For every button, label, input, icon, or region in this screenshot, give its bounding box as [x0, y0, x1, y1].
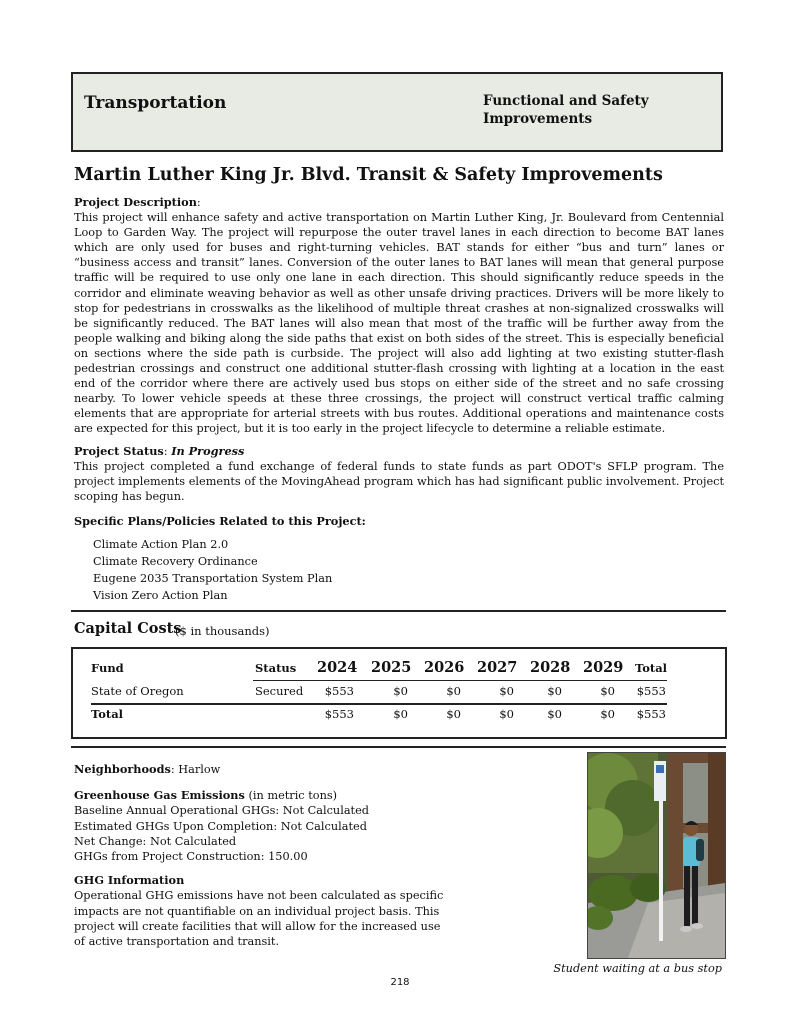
total-total: $553 [636, 707, 666, 721]
capital-costs-title: Capital Costs [74, 620, 182, 637]
ghg-line: Net Change: Not Calculated [74, 834, 237, 848]
capital-costs-table [71, 647, 727, 739]
col-2026: 2026 [424, 659, 465, 676]
ghg-line: GHGs from Project Construction: 150.00 [74, 850, 308, 864]
total-2025: $0 [393, 707, 408, 721]
ghg-unit: (in metric tons) [248, 789, 338, 802]
row-total: $553 [636, 684, 666, 698]
status-text: This project completed a fund exchange of federal funds to state funds as part ODOT's SFLP program. The project implements elements of the MovingAhead program which has had significant public involvement. Project scoping has begun. [74, 460, 724, 504]
ghg-info-text: Operational GHG emissions have not been calculated as specific impacts are not quantifiable on an individual project basis. This project will create facilities that will allow for the increased use of active transportation and transit. [74, 889, 444, 949]
row-2026: $0 [446, 684, 461, 698]
ghg-section [74, 788, 454, 864]
description-label: Project Description [74, 195, 197, 209]
bus-stop-photo [587, 752, 726, 959]
row-2028: $0 [547, 684, 562, 698]
col-fund: Fund [91, 661, 124, 675]
header-box [71, 72, 723, 152]
plan-item: Climate Recovery Ordinance [93, 555, 258, 568]
col-2029: 2029 [583, 659, 624, 676]
row-2024: $553 [324, 684, 354, 698]
total-label: Total [91, 707, 124, 721]
total-2029: $0 [600, 707, 615, 721]
col-2025: 2025 [371, 659, 412, 676]
ghg-label: Greenhouse Gas Emissions [74, 788, 245, 802]
photo-illustration [588, 753, 725, 958]
neighborhoods: Neighborhoods: Harlow [74, 762, 221, 776]
neighborhoods-label: Neighborhoods [74, 762, 171, 776]
plan-item: Climate Action Plan 2.0 [93, 538, 229, 551]
total-2028: $0 [547, 707, 562, 721]
total-rule [91, 703, 667, 705]
project-title: Martin Luther King Jr. Blvd. Transit & Safety Improvements [74, 165, 663, 185]
page-number: 218 [390, 977, 410, 988]
divider [71, 610, 726, 612]
row-fund: State of Oregon [91, 684, 184, 698]
plans-list [93, 536, 332, 604]
total-2024: $553 [324, 707, 354, 721]
row-status: Secured [255, 684, 304, 698]
photo-caption: Student waiting at a bus stop [553, 962, 722, 975]
col-status: Status [255, 661, 297, 675]
status-label: Project Status [74, 444, 164, 458]
row-2025: $0 [393, 684, 408, 698]
category-title: Transportation [84, 93, 227, 113]
plan-item: Eugene 2035 Transportation System Plan [93, 572, 333, 585]
total-2027: $0 [499, 707, 514, 721]
neighborhoods-value: Harlow [178, 763, 221, 776]
ghg-info-section [74, 873, 446, 949]
project-description: Project Description: This project will enhance safety and active transportation on Martin Luther King, Jr. Boulevard from Centennial Loop to Garden Way. The project will repurpose the outer travel lanes in each direction to become BAT lanes which are only used for buses and right-turning vehicles. BAT stands for either “bus and turn” lanes or “business access and transit” lanes. Conversion of the outer lanes to BAT lanes will mean that general purpose traffic will be required to use only one lane in each direction. This should significantly reduce speeds in the corridor and eliminate weaving behavior as well as other unsafe driving practices. Drivers will be more likely to stop for pedestrians in crosswalks as the likelihood of multiple threat crashes at non-signalized crosswalks will be significantly reduced. The BAT lanes will also mean that most of the traffic will be further away from the people walking and biking along the side paths that exist on both sides of the street. This is especially beneficial on sections where the side path is curbside. The project will also add lighting at two existing stutter-flash pedestrian crossings and construct one additional stutter-flash crossing with lighting at a location in the east end of the corridor where there are actively used bus stops on either side of the street and no safe crossing nearby. To lower vehicle speeds at these three crossings, the project will construct vertical traffic calming elements that are appropriate for arterial streets with bus routes. Additional operations and maintenance costs are expected for this project, but it is too early in the project lifecycle to determine a reliable estimate. [74, 195, 724, 436]
col-2027: 2027 [477, 659, 518, 676]
col-2024: 2024 [317, 659, 358, 676]
total-2026: $0 [446, 707, 461, 721]
ghg-line: Baseline Annual Operational GHGs: Not Calculated [74, 804, 370, 818]
row-2029: $0 [600, 684, 615, 698]
header-rule [253, 680, 667, 681]
plans-label: Specific Plans/Policies Related to this Project: [74, 514, 366, 528]
status-value: In Progress [171, 444, 245, 458]
col-2028: 2028 [530, 659, 571, 676]
description-text: This project will enhance safety and active transportation on Martin Luther King, Jr. Boulevard from Centennial Loop to Garden Way. The project will repurpose the outer travel lanes in each direction to become BAT lanes which are only used for buses and right-turning vehicles. BAT stands for either “bus and turn” lanes or “business access and transit” lanes. Conversion of the outer lanes to BAT lanes will mean that general purpose traffic will be required to use only one lane in each direction. This should significantly reduce speeds in the corridor and eliminate weaving behavior as well as other unsafe driving practices. Drivers will be more likely to stop for pedestrians in crosswalks as the likelihood of multiple threat crashes at non-signalized crosswalks will be significantly reduced. The BAT lanes will also mean that most of the traffic will be further away from the people walking and biking along the side paths that exist on both sides of the street. This is especially beneficial on sections where the side path is curbside. The project will also add lighting at two existing stutter-flash pedestrian crossings and construct one additional stutter-flash crossing with lighting at a location in the east end of the corridor where there are actively used bus stops on either side of the street and no safe crossing nearby. To lower vehicle speeds at these three crossings, the project will construct vertical traffic calming elements that are appropriate for arterial streets with bus routes. Additional operations and maintenance costs are expected for this project, but it is too early in the project lifecycle to determine a reliable estimate. [74, 211, 724, 436]
subcategory-title: Functional and Safety Improvements [483, 93, 649, 127]
plan-item: Vision Zero Action Plan [93, 589, 228, 602]
plans-heading [74, 514, 724, 529]
ghg-line: Estimated GHGs Upon Completion: Not Calculated [74, 819, 367, 833]
row-2027: $0 [499, 684, 514, 698]
project-status: Project Status: In Progress This project completed a fund exchange of federal funds to state funds as part ODOT's SFLP program. The project implements elements of the MovingAhead program which has had significant public involvement. Project scoping has begun. [74, 444, 724, 504]
capital-costs-subtitle: ($ in thousands) [175, 624, 270, 638]
ghg-info-label: GHG Information [74, 873, 185, 887]
col-total: Total [635, 661, 668, 675]
divider [71, 746, 726, 748]
